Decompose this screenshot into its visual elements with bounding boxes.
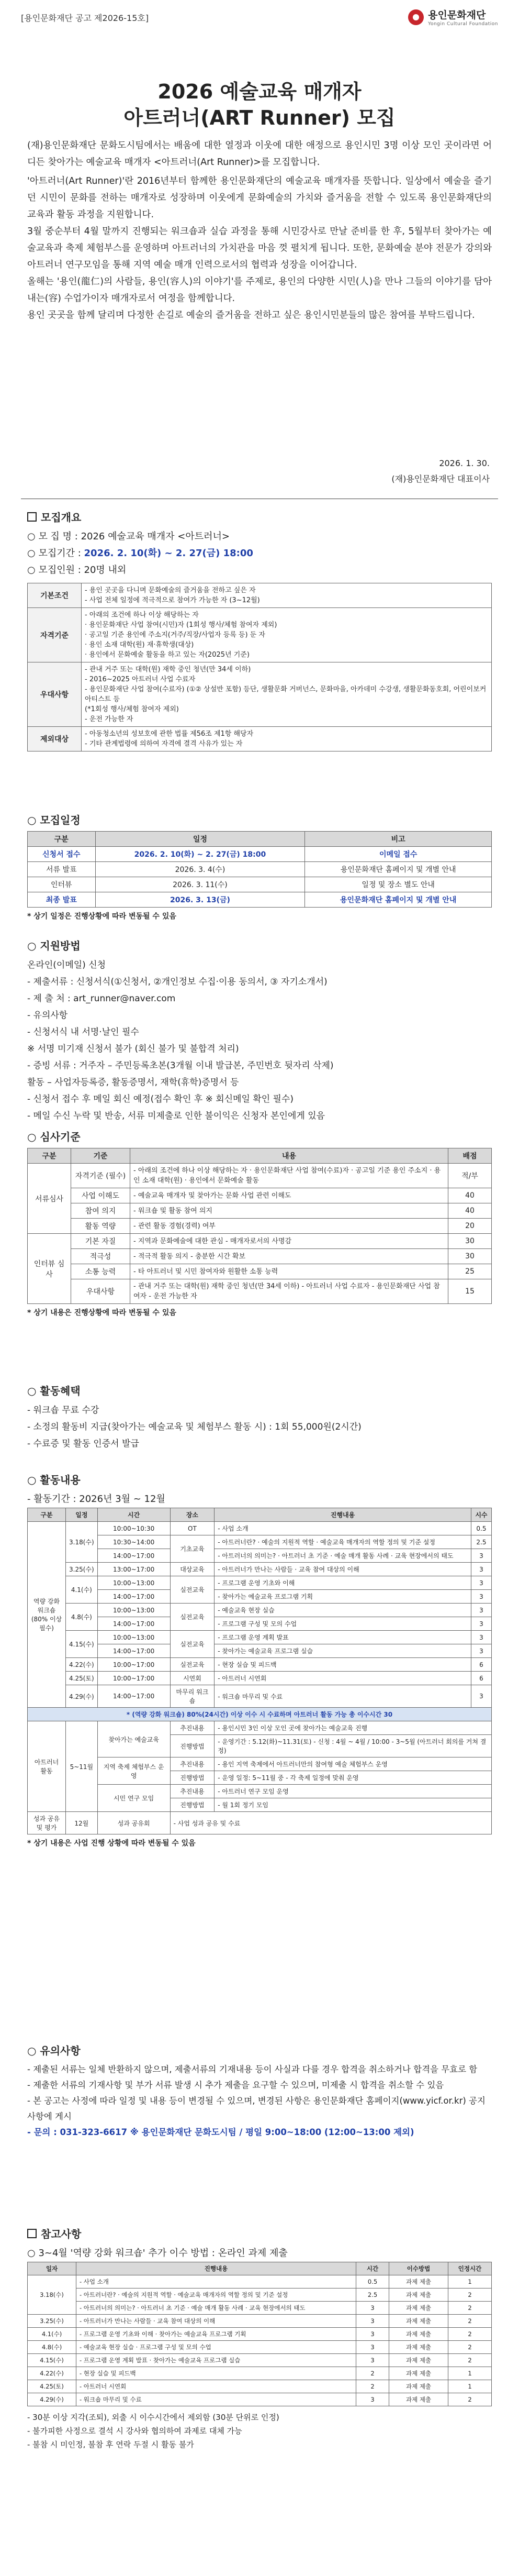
table-row: 3.18(수) - 사업 소개 0.5 과제 제출 1 (28, 2275, 492, 2288)
footnote: - 불참 시 미인정, 불참 후 연락 두절 시 활동 불가 (27, 2440, 194, 2449)
review-table: 구분 기준 내용 배점 서류심사 자격기준 (필수) - 아래의 조건에 하나 이상 해당하는 자 · 용인문화재단 사업 참여(수료)자 · 공고일 기준 용인 주소지 · 용인 소재 대학(원) · 용인에서 문화예술 활동 적/부 사업 이해도 - 예술교육 매개자 및 찾아가는 문화 사업 관련 이해도 40 참여 의지 - 워크숍 및 활동 참여 의지 40 활동 역량 - 관련 활동 경험(경력) 여부 20 인터뷰 심사 기본 자질 - 지역과 문화예술에 대한 관심 - 매개자로서의 사명감 30 적극성 - 적극적 활동 의지 - 충분한 시간 확보 30 소통 능력 - 타 아트러너 및 시민 참여자와 원활한 소통 능력 25 우대사항 - 관내 거주 또는 대학(원) 재학 중인 청년(만 34세 이하) - 아트러너 사업 수료자 - 용인문화재단 사업 참여자 - 운전 가능한 자 15 (27, 1148, 492, 1304)
section-heading: ○ 모집일정 (27, 814, 81, 826)
apply-line: - 메일 수신 누락 및 반송, 서류 미제출로 인한 불이익은 신청자 본인에게 있음 (27, 1111, 325, 1121)
schedule-section (27, 812, 492, 921)
title-line-1: 2026 예술교육 매개자 (157, 80, 362, 103)
overview-item: ○ 모집인원 : 20명 내외 (27, 565, 127, 576)
table-row: * (역량 강화 워크숍) 80%(24시간) 이상 이수 시 수료하며 아트러너 활동 가능 총 이수시간 30 (28, 1708, 492, 1721)
logo-icon (408, 9, 424, 25)
table-row: 진행방법 - 월 1회 정기 모임 (28, 1798, 492, 1812)
table-row: 4.25(토) - 아트러너 시연회 2 과제 제출 1 (28, 2380, 492, 2393)
overview-item: ○ 모집기간 : 2026. 2. 10(화) ~ 2. 27(금) 18:00 (27, 548, 253, 559)
section-heading: ○ 활동내용 (27, 1474, 81, 1486)
program-section (27, 1472, 492, 1848)
table-row: 성과 공유 및 평가 12월 성과 공유회 - 사업 성과 공유 및 수료 (28, 1812, 492, 1834)
section-heading: 참고사항 (27, 2226, 492, 2241)
table-row: 4.1(수) - 프로그램 운영 기초와 이해 · 찾아가는 예술교육 프로그램 기획 3 과제 제출 2 (28, 2328, 492, 2341)
table-row: 지역 축제 체험부스 운영 추진내용 - 용인 지역 축제에서 아트러너만의 참여형 예술 체험부스 운영 (28, 1757, 492, 1771)
contact-line: - 문의 : 031-323-6617 ※ 용인문화재단 문화도시팀 / 평일 9:00~18:00 (12:00~13:00 제외) (27, 2127, 414, 2137)
intro-paragraph: 용인 곳곳을 함께 달리며 다정한 손길로 예술의 즐거움을 전하고 싶은 용인시민분들의 많은 참여를 부탁드립니다. (27, 310, 475, 320)
caution-line: - 본 공고는 사정에 따라 일정 및 내용 등이 변경될 수 있으며, 변경된 사항은 용인문화재단 홈페이지(www.yicf.or.kr) 공지사항에 게시 (27, 2096, 486, 2121)
table-row: 3.25(수) 13:00~17:00 대상교육 - 아트러너가 만나는 사람들 · 교육 참여 대상의 이해 3 (28, 1563, 492, 1576)
notice-date: 2026. 1. 30. (439, 458, 490, 468)
table-row: 사업 이해도 - 예술교육 매개자 및 찾아가는 문화 사업 관련 이해도 40 (28, 1188, 492, 1203)
title-line-2: 아트러너(ART Runner) 모집 (123, 106, 396, 129)
table-row: 인터뷰 2026. 3. 11(수) 일정 및 장소 별도 안내 (28, 877, 492, 892)
table-row: 4.15(수) 10:00~13:00 실전교육 - 프로그램 운영 계획 발표 3 (28, 1631, 492, 1644)
caution-line: - 제출한 서류의 기재사항 및 부가 서류 발생 시 추가 제출을 요구할 수 있으며, 미제출 시 합격을 취소할 수 있음 (27, 2080, 444, 2090)
overview-section (27, 509, 492, 751)
table-row: 4.15(수) - 프로그램 운영 계획 발표 · 찾아가는 예술교육 프로그램 실습 3 과제 제출 2 (28, 2354, 492, 2367)
caution-line: - 제출된 서류는 일체 반환하지 않으며, 제출서류의 기재내용 등이 사실과 다를 경우 합격을 취소하거나 합격을 무효로 함 (27, 2064, 478, 2074)
table-row: 14:00~17:00 - 찾아가는 예술교육 프로그램 기획 3 (28, 1590, 492, 1604)
logo-text-en: Yongin Cultural Foundation (428, 21, 498, 27)
table-row: 진행방법 - 운영 일정: 5~11월 중 - 각 축제 일정에 맞춰 운영 (28, 1771, 492, 1785)
schedule-table: 구분 일정 비고 신청서 접수 2026. 2. 10(화) ~ 2. 27(금) 18:00 이메일 접수 서류 발표 2026. 3. 4(수) 용인문화재단 홈페이지 및 개별 안내 인터뷰 2026. 3. 11(수) 일정 및 장소 별도 안내 최종 발표 2026. 3. 13(금) 용인문화재단 홈페이지 및 개별 안내 (27, 831, 492, 908)
intro-paragraph: (재)용인문화재단 문화도시팀에서는 배움에 대한 열정과 이웃에 대한 애정으로 용인시민 3명 이상 모인 곳이라면 어디든 찾아가는 예술교육 매개자 <아트러너(Art Runner)>를 모집합니다. (27, 140, 492, 168)
section-heading: ○ 지원방법 (27, 939, 81, 952)
apply-line: - 신청서식 내 서명·날인 필수 (27, 1027, 139, 1037)
table-row: 4.29(수) - 워크숍 마무리 및 수료 3 과제 제출 2 (28, 2393, 492, 2406)
table-row: 최종 발표 2026. 3. 13(금) 용인문화재단 홈페이지 및 개별 안내 (28, 892, 492, 908)
apply-line: ※ 서명 미기재 신청서 불가 (회신 불가 및 불합격 처리) (27, 1044, 239, 1054)
table-row: 인터뷰 심사 기본 자질 - 지역과 문화예술에 대한 관심 - 매개자로서의 사명감 30 (28, 1234, 492, 1249)
notice-number: [용인문화재단 공고 제2026-15호] (21, 13, 149, 23)
section-heading: ○ 활동혜택 (27, 1385, 81, 1397)
table-row: 시민 연구 모임 추진내용 - 아트러너 연구 모임 운영 (28, 1785, 492, 1798)
table-row: 4.22(수) 10:00~17:00 실전교육 - 현장 실습 및 피드백 6 (28, 1658, 492, 1672)
table-row: 아트러너 활동 5~11월 찾아가는 예술교육 추진내용 - 용인시민 3인 이상 모인 곳에 찾아가는 예술교육 진행 (28, 1721, 492, 1735)
apply-line: 활동 – 사업자등록증, 활동증명서, 재학(휴학)증명서 등 (27, 1077, 239, 1088)
page-title (0, 79, 519, 131)
section-heading: ○ 심사기준 (27, 1131, 81, 1143)
table-row: 진행방법 - 운영기간 : 5.12(화)~11.31(토) - 신청 : 4월 ~ 4월 / 10:00 - 3~5월 (아트러너 회의를 거쳐 결정) (28, 1735, 492, 1757)
table-row: 역량 강화 워크숍 (80% 이상 필수) 3.18(수) 10:00~10:30 OT - 사업 소개 0.5 (28, 1522, 492, 1535)
program-note: * 상기 내용은 사업 진행 상황에 따라 변동될 수 있음 (27, 1839, 196, 1848)
table-row: 4.8(수) - 예술교육 현장 실습 · 프로그램 구성 및 모의 수업 3 과제 제출 2 (28, 2341, 492, 2354)
benefit-line: - 수료증 및 활동 인증서 발급 (27, 1439, 139, 1449)
reference-table: 일자 진행내용 시간 이수방법 인정시간 3.18(수) - 사업 소개 0.5 과제 제출 1 - 아트러너란? · 예술의 지원적 역할 · 예술교육 매개자의 역할 정의 및 기준 설정 2.5 과제 제출 2 - 아트러너의 의미는? · 아트러너 초 기준 · 예술 매개 활동 사례 · 교육 현장에서의 태도 3 과제 제출 2 3.25(수) - 아트러너가 만나는 사람들 · 교육 참여 대상의 이해 3 과제 제출 2 4.1(수) - 프로그램 운영 기초와 이해 · 찾아가는 예술교육 프로그램 기획 3 과제 제출 2 4.8(수) - 예술교육 현장 실습 · 프로그램 구성 및 모의 수업 3 과제 제출 2 4.15(수) - 프로그램 운영 계획 발표 · 찾아가는 예술교육 프로그램 실습 3 과제 제출 2 4.22(수) - 현장 실습 및 피드백 2 과제 제출 1 4.25(토) - 아트러너 시연회 2 과제 제출 1 4.29(수) - 워크숍 마무리 및 수료 3 과제 제출 2 (27, 2262, 492, 2406)
table-row: 4.1(수) 10:00~13:00 실전교육 - 프로그램 운영 기초와 이해 3 (28, 1576, 492, 1590)
footnote: - 불가피한 사정으로 결석 시 강사와 협의하여 과제로 대체 가능 (27, 2426, 242, 2436)
activity-period: - 활동기간 : 2026년 3월 ~ 12월 (27, 1494, 165, 1505)
eligibility-table: 기본조건 - 용인 곳곳을 다니며 문화예술의 즐거움을 전하고 싶은 자 - 사업 전체 일정에 적극적으로 참여가 가능한 자 (3~12월) 자격기준 - 아래의 조건에 하나 이상 해당하는 자 · 용인문화재단 사업 참여(시민)자 (1회성 행사/체험 참여자 제외) · 공고일 기준 용인에 주소지(거주/직장/사업자 등록 등) 둔 자 · 용인 소재 대학(원) 재·휴학생(대상) · 용인에서 문화예술 활동을 하고 있는 자(2025년 기준) 우대사항 - 관내 거주 또는 대학(원) 재학 중인 청년(만 34세 이하) - 2016~2025 아트러너 사업 수료자 - 용인문화재단 사업 참여(수료자) (①② 상설반 포함) 등단, 생활문화 거버넌스, 문화마을, 아카데미 수강생, 생활문화동호회, 어린이보커 아티스트 등 (*1회성 행사/체험 참여자 제외) - 운전 가능한 자 제외대상 - 아동청소년의 성보호에 관한 법률 제56조 제1항 해당자 - 기타 관계법령에 의하여 자격에 결격 사유가 있는 자 (27, 583, 492, 751)
intro-paragraph: '아트러너(Art Runner)'란 2016년부터 함께한 용인문화재단의 예술교육 매개자를 뜻합니다. 일상에서 예술을 즐기던 시민이 문화를 전하는 매개자로 성장하며 이웃에게 문화예술의 가치와 즐거움을 전할 수 있도록 용인문화재단의 교육과 활동 과정을 지원합니다. (27, 176, 492, 220)
foundation-logo (408, 7, 498, 27)
table-row: 적극성 - 적극적 활동 의지 - 충분한 시간 확보 30 (28, 1249, 492, 1264)
table-row: 서류심사 자격기준 (필수) - 아래의 조건에 하나 이상 해당하는 자 · 용인문화재단 사업 참여(수료)자 · 공고일 기준 용인 주소지 · 용인 소재 대학(원) · 용인에서 문화예술 활동 적/부 (28, 1164, 492, 1188)
footnote: - 30분 이상 지각(조퇴), 외출 시 이수시간에서 제외함 (30분 단위로 인정) (27, 2413, 279, 2422)
table-row: 4.8(수) 10:00~13:00 실전교육 - 예술교육 현장 실습 3 (28, 1604, 492, 1617)
apply-line: - 증빙 서류 : 거주자 – 주민등록초본(3개월 이내 발급본, 주민번호 뒷자리 삭제) (27, 1060, 334, 1071)
review-note: * 상기 내용은 진행상황에 따라 변동될 수 있음 (27, 1309, 176, 1317)
table-row: 14:00~17:00 - 아트러너의 의미는? · 아트러너 초 기준 · 예술 매개 활동 사례 · 교육 현장에서의 태도 3 (28, 1549, 492, 1563)
apply-line: - 유의사항 (27, 1010, 68, 1021)
table-row: 소통 능력 - 타 아트러너 및 시민 참여자와 원활한 소통 능력 25 (28, 1264, 492, 1279)
table-row: 4.29(수) 14:00~17:00 마무리 워크숍 - 워크숍 마무리 및 수료 3 (28, 1685, 492, 1708)
intro-text (27, 137, 492, 324)
section-heading: ○ 유의사항 (27, 2044, 81, 2057)
benefits-section (27, 1383, 492, 1452)
table-row: 10:30~14:00 기초교육 - 아트러너란? · 예술의 지원적 역할 · 예술교육 매개자의 역할 정의 및 기준 설정 2.5 (28, 1535, 492, 1549)
table-row: 신청서 접수 2026. 2. 10(화) ~ 2. 27(금) 18:00 이메일 접수 (28, 847, 492, 862)
apply-line: - 제출서류 : 신청서식(①신청서, ②개인정보 수집·이용 동의서, ③ 자기소개서) (27, 977, 328, 987)
table-row: 14:00~17:00 - 프로그램 구성 및 모의 수업 3 (28, 1617, 492, 1631)
table-row: - 아트러너의 의미는? · 아트러너 초 기준 · 예술 매개 활동 사례 · 교육 현장에서의 태도 3 과제 제출 2 (28, 2302, 492, 2315)
intro-paragraph: 3월 중순부터 4월 말까지 진행되는 워크숍과 실습 과정을 통해 시민강사로 만날 준비를 한 후, 5월부터 찾아가는 예술교육과 축제 체험부스를 운영하며 아트러너의 가치관을 마음 껏 펼치게 됩니다. 또한, 문화예술 분야 전문가 강의와 아트러너 연구모임을 통해 지역 예술 매개 인력으로서의 협력과 성장을 이어갑니다. (27, 226, 492, 270)
table-row: 우대사항 - 관내 거주 또는 대학(원) 재학 중인 청년(만 34세 이하) - 아트러너 사업 수료자 - 용인문화재단 사업 참여자 - 운전 가능한 자 15 (28, 1279, 492, 1304)
apply-line: 온라인(이메일) 신청 (27, 960, 106, 970)
section-heading: 모집개요 (27, 509, 492, 524)
table-row: 14:00~17:00 - 찾아가는 예술교육 프로그램 실습 3 (28, 1644, 492, 1658)
program-table: 구분 일정 시간 장소 진행내용 시수 역량 강화 워크숍 (80% 이상 필수) 3.18(수) 10:00~10:30 OT - 사업 소개 0.5 10:30~14:00 기초교육 - 아트러너란? · 예술의 지원적 역할 · 예술교육 매개자의 역할 정의 및 기준 설정 2.5 14:00~17:00 - 아트러너의 의미는? · 아트러너 초 기준 · 예술 매개 활동 사례 · 교육 현장에서의 태도 3 3.25(수) 13:00~17:00 대상교육 - 아트러너가 만나는 사람들 · 교육 참여 대상의 이해 3 4.1(수) 10:00~13:00 실전교육 - 프로그램 운영 기초와 이해 3 14:00~17:00 - 찾아가는 예술교육 프로그램 기획 3 4.8(수) 10:00~13:00 실전교육 - 예술교육 현장 실습 3 14:00~17:00 - 프로그램 구성 및 모의 수업 3 4.15(수) 10:00~13:00 실전교육 - 프로그램 운영 계획 발표 3 14:00~17:00 - 찾아가는 예술교육 프로그램 실습 3 4.22(수) 10:00~17:00 실전교육 - 현장 실습 및 피드백 6 4.25(토) 10:00~17:00 시연회 - 아트러너 시연회 6 4.29(수) 14:00~17:00 마무리 워크숍 - 워크숍 마무리 및 수료 3 * (역량 강화 워크숍) 80%(24시간) 이상 이수 시 수료하며 아트러너 활동 가능 총 이수시간 30 아트러너 활동 5~11월 찾아가는 예술교육 추진내용 - 용인시민 3인 이상 모인 곳에 찾아가는 예술교육 진행 진행방법 - 운영기간 : 5.12(화)~11.31(토) - 신청 : 4월 ~ 4월 / 10:00 - 3~5월 (아트러너 회의를 거쳐 결정) 지역 축제 체험부스 운영 추진내용 - 용인 지역 축제에서 아트러너만의 참여형 예술 체험부스 운영 진행방법 - 운영 일정: 5~11월 중 - 각 축제 일정에 맞춰 운영 시민 연구 모임 추진내용 - 아트러너 연구 모임 운영 진행방법 - 월 1회 정기 모임 성과 공유 및 평가 12월 성과 공유회 - 사업 성과 공유 및 수료 (27, 1508, 492, 1834)
table-row: 4.22(수) - 현장 실습 및 피드백 2 과제 제출 1 (28, 2367, 492, 2380)
table-row: 서류 발표 2026. 3. 4(수) 용인문화재단 홈페이지 및 개별 안내 (28, 862, 492, 877)
table-row: 활동 역량 - 관련 활동 경험(경력) 여부 20 (28, 1219, 492, 1234)
table-row: - 아트러너란? · 예술의 지원적 역할 · 예술교육 매개자의 역할 정의 및 기준 설정 2.5 과제 제출 2 (28, 2288, 492, 2302)
table-row: 참여 의지 - 워크숍 및 활동 참여 의지 40 (28, 1203, 492, 1219)
schedule-note: * 상기 일정은 진행상황에 따라 변동될 수 있음 (27, 912, 176, 921)
apply-section (27, 937, 492, 1124)
intro-paragraph: 올해는 '용인(龍仁)의 사람들, 용인(容人)의 이야기'를 주제로, 용인의 다양한 시민(人)을 만나 그들의 이야기를 담아내는(容) 수업가이자 매개자로서 여정을 함께합니다. (27, 277, 492, 304)
benefit-line: - 소정의 활동비 지급(찾아가는 예술교육 및 체험부스 활동 시) : 1회 55,000원(2시간) (27, 1422, 362, 1432)
reference-section (27, 2226, 492, 2451)
apply-line: - 신청서 접수 후 메일 회신 예정(접수 확인 후 ※ 회신메일 확인 필수) (27, 1094, 294, 1104)
table-row: 4.25(토) 10:00~17:00 시연회 - 아트러너 시연회 6 (28, 1672, 492, 1685)
issuer: (재)용인문화재단 대표이사 (391, 474, 490, 484)
cautions-section (27, 2042, 492, 2140)
signature-block (391, 456, 490, 487)
benefit-line: - 워크숍 무료 수강 (27, 1405, 99, 1416)
overview-item: ○ 모 집 명 : 2026 예술교육 매개자 <아트러너> (27, 531, 230, 542)
reference-intro: ○ 3~4월 '역량 강화 워크숍' 추가 이수 방법 : 온라인 과제 제출 (27, 2248, 288, 2259)
table-row: 3.25(수) - 아트러너가 만나는 사람들 · 교육 참여 대상의 이해 3 과제 제출 2 (28, 2315, 492, 2328)
apply-email: - 제 출 처 : art_runner@naver.com (27, 993, 176, 1004)
logo-text-ko: 용인문화재단 (428, 9, 486, 21)
review-section (27, 1129, 492, 1318)
